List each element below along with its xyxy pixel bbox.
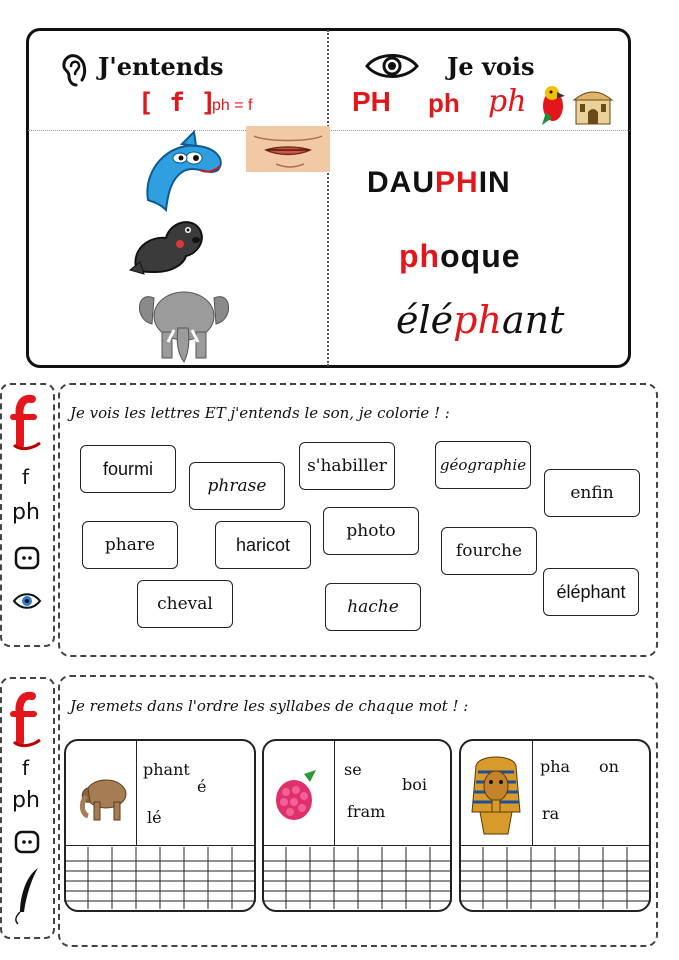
word-box-enfin[interactable]: enfin xyxy=(544,469,640,517)
exercise2-instruction: Je remets dans l'ordre les syllabes de chaque mot ! : xyxy=(70,697,469,715)
side-label-f-2: f xyxy=(22,756,30,780)
equivalence-note: ph = f xyxy=(212,97,253,114)
lighthouse-picture xyxy=(568,84,618,126)
mouth-talk-icon xyxy=(14,546,40,570)
grapheme-lowercase: ph xyxy=(428,88,460,118)
side-label-ph: ph xyxy=(12,500,40,525)
syllable[interactable]: ra xyxy=(542,804,560,823)
syllable[interactable]: on xyxy=(599,757,619,776)
word-box-phrase[interactable]: phrase xyxy=(189,462,285,510)
pharaoh-picture xyxy=(468,752,524,836)
word-box-elephant[interactable]: éléphant xyxy=(543,568,639,616)
listen-title: J'entends xyxy=(98,52,224,81)
mouth-talk-icon-2 xyxy=(14,830,40,854)
word-box-fourmi[interactable]: fourmi xyxy=(80,445,176,493)
side-label-f: f xyxy=(22,465,30,489)
syllable[interactable]: lé xyxy=(147,808,162,827)
mouth-picture xyxy=(246,126,330,172)
ear-icon xyxy=(60,50,90,90)
letter-f-icon-2 xyxy=(10,690,44,748)
pen-icon xyxy=(12,866,42,926)
word-box-shabiller[interactable]: s'habiller xyxy=(299,442,395,490)
exercise1-instruction: Je vois les lettres ET j'entends le son, je colorie ! : xyxy=(70,404,450,422)
sound-notation xyxy=(138,88,216,118)
seal-picture xyxy=(126,208,212,278)
eye-icon xyxy=(364,52,420,80)
elephant-small-picture xyxy=(76,772,132,824)
letter-f-icon xyxy=(10,393,44,451)
syllable[interactable]: fram xyxy=(347,802,386,821)
syllable[interactable]: se xyxy=(344,760,362,779)
sound-symbol: [ f ] xyxy=(138,88,217,118)
parrot-picture xyxy=(538,84,568,126)
word-box-photo[interactable]: photo xyxy=(323,507,419,555)
writing-lines[interactable] xyxy=(64,843,652,912)
word-box-hache[interactable]: hache xyxy=(325,583,421,631)
elephant-picture xyxy=(132,280,236,364)
side-label-ph-2: ph xyxy=(12,788,40,813)
see-title: Je vois xyxy=(447,52,535,81)
example-word-phoque: phoque xyxy=(399,238,521,274)
word-box-phare[interactable]: phare xyxy=(82,521,178,569)
example-word-elephant: éléphant xyxy=(396,298,565,342)
grapheme-uppercase: PH xyxy=(352,86,391,117)
word-box-geographie[interactable]: géographie xyxy=(435,441,531,489)
raspberry-picture xyxy=(270,768,322,826)
syllable[interactable]: boi xyxy=(402,775,427,794)
syllable[interactable]: phant xyxy=(143,760,190,779)
syllable[interactable]: pha xyxy=(540,757,571,776)
dolphin-picture xyxy=(138,130,230,216)
syllable[interactable]: é xyxy=(197,777,207,796)
eye-small-icon xyxy=(12,590,42,612)
word-box-cheval[interactable]: cheval xyxy=(137,580,233,628)
word-box-fourche[interactable]: fourche xyxy=(441,527,537,575)
word-box-haricot[interactable]: haricot xyxy=(215,521,311,569)
card-vertical-divider xyxy=(327,30,329,366)
grapheme-cursive: ph xyxy=(488,84,527,119)
example-word-dauphin: DAUPHIN xyxy=(367,166,511,199)
